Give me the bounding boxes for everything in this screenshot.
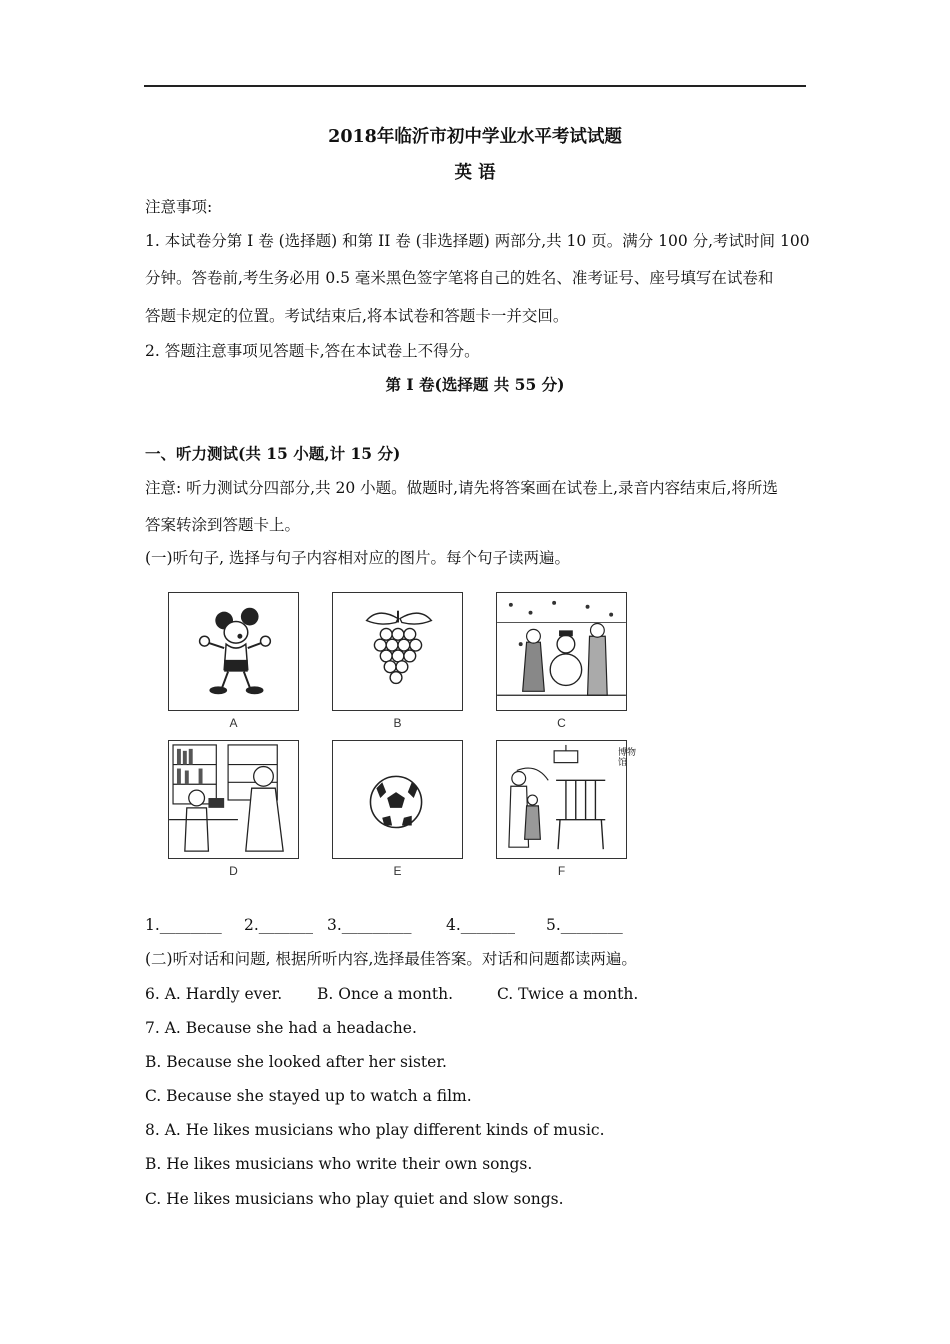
top-rule bbox=[144, 85, 806, 87]
answer-blank-2[interactable]: 2._______ bbox=[244, 916, 314, 934]
picture-c-label: C bbox=[557, 716, 566, 730]
q8-option-c: C. He likes musicians who play quiet and slow songs. bbox=[145, 1190, 564, 1208]
part-2-instruction: (二)听对话和问题, 根据所听内容,选择最佳答案。对话和问题都读两遍。 bbox=[145, 950, 637, 968]
volume-1-title: 第 I 卷(选择题 共 55 分) bbox=[385, 375, 565, 394]
picture-f-museum bbox=[496, 740, 627, 859]
q7-option-c: C. Because she stayed up to watch a film. bbox=[145, 1087, 472, 1105]
picture-d-library bbox=[168, 740, 299, 859]
picture-d-label: D bbox=[229, 864, 238, 878]
q6-option-c: C. Twice a month. bbox=[497, 985, 639, 1003]
picture-a-label: A bbox=[229, 716, 238, 730]
picture-e-soccer-ball bbox=[332, 740, 463, 859]
q8-option-b: B. He likes musicians who write their own songs. bbox=[145, 1155, 533, 1173]
picture-f-label: F bbox=[557, 864, 566, 878]
q6-option-b: B. Once a month. bbox=[317, 985, 454, 1003]
notice-item-2: 2. 答题注意事项见答题卡,答在本试卷上不得分。 bbox=[145, 342, 480, 360]
notice-item-1-cont2: 答题卡规定的位置。考试结束后,将本试卷和答题卡一并交回。 bbox=[145, 307, 569, 325]
answer-blank-5[interactable]: 5.________ bbox=[546, 916, 623, 934]
picture-grid bbox=[146, 582, 656, 886]
answer-blank-3[interactable]: 3._________ bbox=[327, 916, 412, 934]
exam-title: 2018年临沂市初中学业水平考试试题 bbox=[328, 127, 622, 147]
answer-blank-4[interactable]: 4._______ bbox=[446, 916, 516, 934]
q7-option-a: 7. A. Because she had a headache. bbox=[145, 1019, 417, 1037]
notice-item-1-cont: 分钟。答卷前,考生务必用 0.5 毫米黑色签字笔将自己的姓名、准考证号、座号填写在试卷和 bbox=[145, 269, 774, 287]
section-1-note: 注意: 听力测试分四部分,共 20 小题。做题时,请先将答案画在试卷上,录音内容结束后,将所选 bbox=[145, 479, 778, 497]
picture-b-grapes bbox=[332, 592, 463, 711]
museum-sign: 博物馆 bbox=[618, 748, 637, 768]
part-1-instruction: (一)听句子, 选择与句子内容相对应的图片。每个句子读两遍。 bbox=[145, 549, 570, 567]
notice-item-1: 1. 本试卷分第 I 卷 (选择题) 和第 II 卷 (非选择题) 两部分,共 10 页。满分 100 分,考试时间 100 bbox=[145, 232, 810, 250]
picture-c-snowman bbox=[496, 592, 627, 711]
q6-option-a: 6. A. Hardly ever. bbox=[145, 985, 283, 1003]
section-1-note-cont: 答案转涂到答题卡上。 bbox=[145, 516, 301, 534]
notice-heading: 注意事项: bbox=[145, 198, 213, 216]
q8-option-a: 8. A. He likes musicians who play different kinds of music. bbox=[145, 1121, 605, 1139]
picture-a-cartoon-mouse bbox=[168, 592, 299, 711]
q7-option-b: B. Because she looked after her sister. bbox=[145, 1053, 447, 1071]
picture-e-label: E bbox=[393, 864, 402, 878]
picture-b-label: B bbox=[393, 716, 402, 730]
section-1-title: 一、听力测试(共 15 小题,计 15 分) bbox=[145, 444, 401, 463]
answer-blank-1[interactable]: 1.________ bbox=[145, 916, 222, 934]
subject-title: 英 语 bbox=[454, 163, 496, 183]
